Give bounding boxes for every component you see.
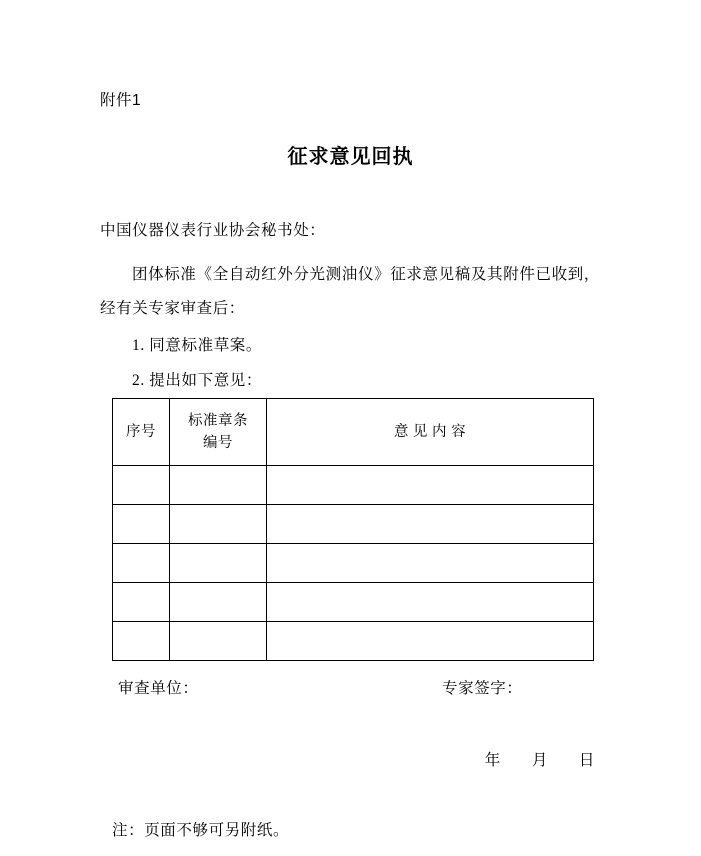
table-header-clause-line2: 编号 [203,435,233,451]
table-cell-no[interactable] [113,505,170,544]
table-cell-clause[interactable] [170,583,267,622]
date-line [0,748,595,770]
table-cell-content[interactable] [267,583,594,622]
footer-note: 注：页面不够可另附纸。 [112,822,290,839]
list-item-agree: 1. 同意标准草案。 [132,337,263,354]
opinion-table [112,398,594,661]
table-header-content: 意 见 内 容 [267,399,594,466]
table-row[interactable] [113,544,594,583]
table-cell-no[interactable] [113,622,170,661]
body-paragraph: 团体标准《全自动红外分光测油仪》征求意见稿及其附件已收到，经有关专家审查后： [100,266,600,317]
table-row[interactable] [113,622,594,661]
list-item-opinions: 2. 提出如下意见： [132,372,263,389]
date-year-label: 年 [484,752,501,769]
salutation: 中国仪器仪表行业协会秘书处： [100,222,326,239]
table-header-clause-line1: 标准章条 [188,413,248,429]
expert-signature-label: 专家签字： [442,680,523,697]
date-month-label: 月 [531,752,548,769]
table-row[interactable] [113,505,594,544]
table-row[interactable] [113,583,594,622]
table-header-clause [170,399,267,466]
attachment-label: 附件1 [100,92,142,109]
table-cell-content[interactable] [267,505,594,544]
review-unit-label: 审查单位： [118,680,199,697]
page-title: 征求意见回执 [287,146,414,168]
table-row[interactable] [113,466,594,505]
table-cell-content[interactable] [267,622,594,661]
table-cell-no[interactable] [113,544,170,583]
table-cell-content[interactable] [267,544,594,583]
table-header-no: 序号 [113,399,170,466]
table-cell-clause[interactable] [170,505,267,544]
table-cell-no[interactable] [113,583,170,622]
table-cell-clause[interactable] [170,466,267,505]
table-header-row [113,399,594,466]
table-cell-content[interactable] [267,466,594,505]
table-cell-clause[interactable] [170,622,267,661]
table-cell-clause[interactable] [170,544,267,583]
table-cell-no[interactable] [113,466,170,505]
date-day-label: 日 [578,752,595,769]
